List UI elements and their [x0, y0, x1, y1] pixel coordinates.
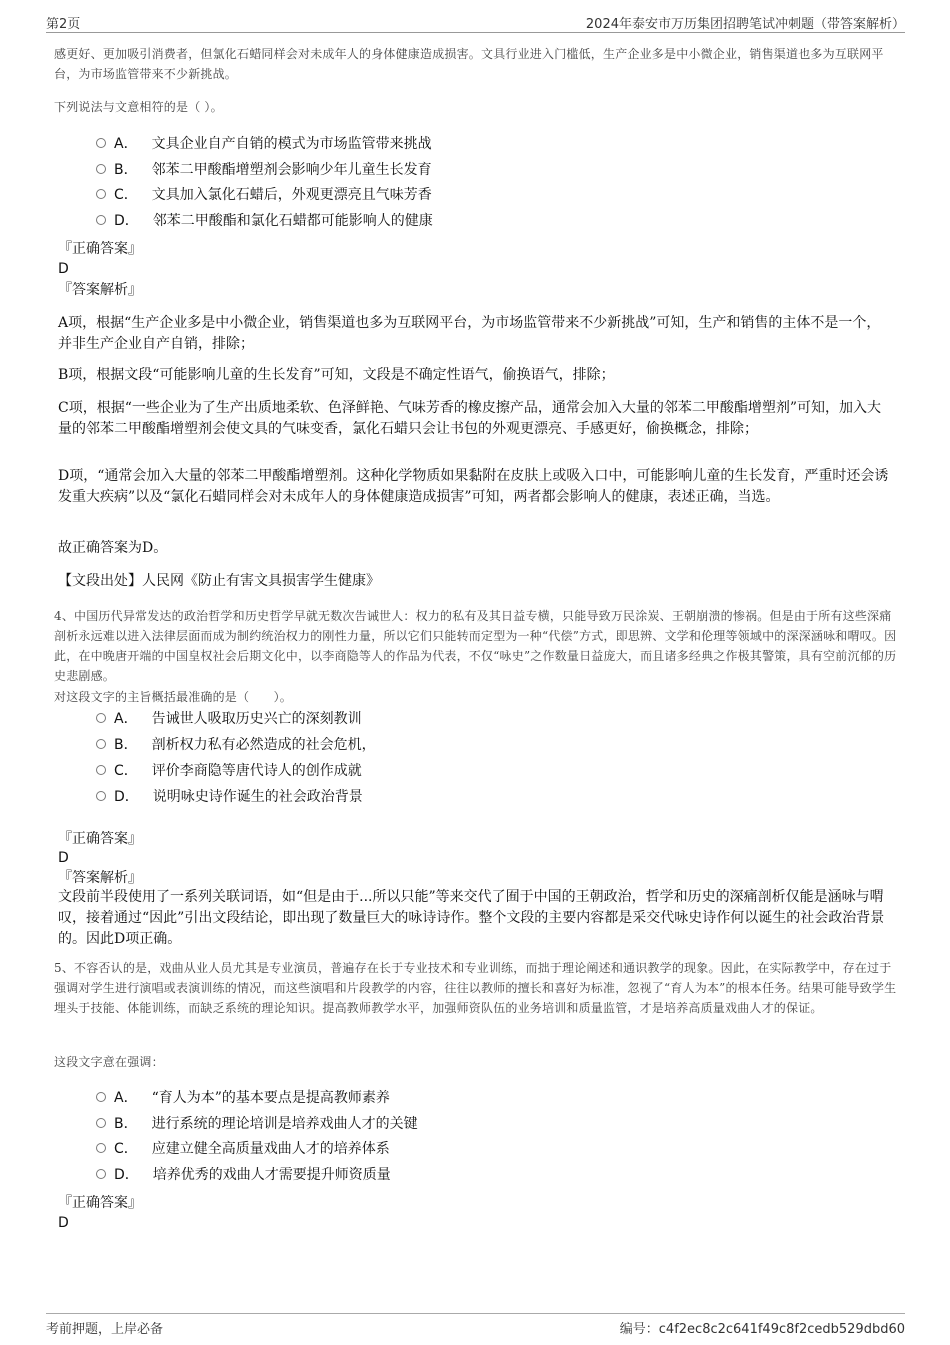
q4-option-d[interactable]: D． 说明咏史诗作诞生的社会政治背景: [96, 786, 363, 808]
q5-answer: D: [58, 1215, 69, 1231]
q3-answer-label: 『正确答案』: [58, 241, 142, 257]
radio-icon[interactable]: [96, 765, 106, 775]
page-footer: [46, 1313, 905, 1337]
q5-option-b[interactable]: B． 进行系统的理论培训是培养戏曲人才的关键: [96, 1113, 418, 1135]
q4-option-c[interactable]: C． 评价李商隐等唐代诗人的创作成就: [96, 760, 362, 782]
page-header: [46, 10, 905, 33]
q3-analysis-c: C项，根据“一些企业为了生产出质地柔软、色泽鲜艳、气味芳香的橡皮擦产品，通常会加入大量的邻苯二甲酸酯增塑剂”可知，加入大量的邻苯二甲酸酯增塑剂会使文具的气味变香，氯化石蜡只会让书包的外观更漂亮、手感更好，偷换概念，排除；: [58, 400, 882, 437]
q3-conclusion: 故正确答案为D。: [58, 540, 168, 556]
radio-icon[interactable]: [96, 1169, 106, 1179]
q3-analysis-b: B项，根据文段“可能影响儿童的生长发育”可知，文段是不确定性语气，偷换语气，排除；: [58, 367, 615, 383]
q3-passage-tail: 感更好、更加吸引消费者，但氯化石蜡同样会对未成年人的身体健康造成损害。文具行业进入门槛低，生产企业多是中小微企业，销售渠道也多为互联网平台，为市场监管带来不少新挑战。: [54, 47, 884, 81]
q3-analysis-d: D项，“通常会加入大量的邻苯二甲酸酯增塑剂。这种化学物质如果黏附在皮肤上或吸入口中，可能影响儿童的生长发育，严重时还会诱发重大疾病”以及“氯化石蜡同样会对未成年人的身体健康造成损害”可知，两者都会影响人的健康，表述正确，当选。: [58, 468, 889, 505]
document-code: [620, 1318, 905, 1337]
page-number: 第2页: [46, 17, 81, 32]
q5-question: 这段文字意在强调：: [54, 1055, 164, 1069]
q5-option-c[interactable]: C． 应建立健全高质量戏曲人才的培养体系: [96, 1138, 390, 1160]
q4-analysis: 文段前半段使用了一系列关联词语，如“但是由于...所以只能”等来交代了囿于中国的王朝政治，哲学和历史的深痛剖析仅能是涵咏与喟叹，接着通过“因此”引出文段结论，即出现了数量巨大的咏诗诗作。整个文段的主要内容都是采交代咏史诗作何以诞生的社会政治背景的。因此D项正确。: [58, 889, 885, 947]
q4-analysis-label: 『答案解析』: [58, 870, 142, 886]
radio-icon[interactable]: [96, 1118, 106, 1128]
q3-analysis-label: 『答案解析』: [58, 282, 142, 298]
q5-passage: 5、不容否认的是，戏曲从业人员尤其是专业演员，普遍存在长于专业技术和专业训练，而拙于理论阐述和通识教学的现象。因此，在实际教学中，存在过于强调对学生进行演唱或表演训练的情况，而这些演唱和片段教学的内容，往往以教师的擅长和喜好为标准，忽视了“育人为本”的根本任务。结果可能导致学生埋头于技能、体能训练，而缺乏系统的理论知识。提高教师教学水平，加强师资队伍的业务培训和质量监管，才是培养高质量戏曲人才的保证。: [54, 961, 897, 1015]
q3-option-a[interactable]: A． 文具企业自产自销的模式为市场监管带来挑战: [96, 133, 432, 155]
q3-option-b[interactable]: B． 邻苯二甲酸酯增塑剂会影响少年儿童生长发育: [96, 159, 432, 181]
q5-answer-label: 『正确答案』: [58, 1195, 142, 1211]
q4-option-b[interactable]: B． 剖析权力私有必然造成的社会危机，: [96, 734, 376, 756]
q4-passage: 4、中国历代异常发达的政治哲学和历史哲学早就无数次告诫世人：权力的私有及其日益专横，只能导致万民涂炭、王朝崩溃的惨祸。但是由于所有这些深痛剖析永远难以进入法律层面而成为制约统治权力的刚性力量，所以它们只能转而定型为一种“代偿”方式，即思辨、文学和伦理等领域中的深深涵咏和喟叹。因此，在中晚唐开端的中国皇权社会后期文化中，以李商隐等人的作品为代表，不仅“咏史”之作数量日益庞大，而且诸多经典之作极其警策，具有空前沉郁的历史悲剧感。: [54, 609, 897, 683]
q5-option-a[interactable]: A． “育人为本”的基本要点是提高教师素养: [96, 1087, 390, 1109]
q4-answer-label: 『正确答案』: [58, 831, 142, 847]
radio-icon[interactable]: [96, 1092, 106, 1102]
document-code-label: 编号：: [619, 1322, 659, 1337]
q3-source: 【文段出处】人民网《防止有害文具损害学生健康》: [58, 573, 380, 589]
q3-analysis-a: A项，根据“生产企业多是中小微企业，销售渠道也多为互联网平台，为市场监管带来不少新挑战”可知，生产和销售的主体不是一个，并非生产企业自产自销，排除；: [58, 315, 881, 352]
q4-option-a[interactable]: A． 告诫世人吸取历史兴亡的深刻教训: [96, 708, 362, 730]
document-title: 2024年泰安市万历集团招聘笔试冲刺题（带答案解析）: [585, 17, 905, 32]
q4-answer: D: [58, 850, 69, 866]
q4-question: 对这段文字的主旨概括最准确的是（ ）。: [54, 690, 293, 704]
radio-icon[interactable]: [96, 164, 106, 174]
radio-icon[interactable]: [96, 713, 106, 723]
q3-answer: D: [58, 261, 69, 277]
document-code-value: c4f2ec8c2c641f49c8f2cedb529dbd60: [658, 1322, 905, 1337]
radio-icon[interactable]: [96, 189, 106, 199]
q3-option-d[interactable]: D． 邻苯二甲酸酯和氯化石蜡都可能影响人的健康: [96, 210, 433, 232]
radio-icon[interactable]: [96, 791, 106, 801]
radio-icon[interactable]: [96, 739, 106, 749]
q5-option-d[interactable]: D． 培养优秀的戏曲人才需要提升师资质量: [96, 1164, 391, 1186]
radio-icon[interactable]: [96, 1143, 106, 1153]
footer-slogan: 考前押题，上岸必备: [46, 1322, 164, 1337]
q3-option-c[interactable]: C． 文具加入氯化石蜡后，外观更漂亮且气味芳香: [96, 184, 432, 206]
q3-question: 下列说法与文意相符的是（ ）。: [54, 100, 223, 114]
radio-icon[interactable]: [96, 138, 106, 148]
radio-icon[interactable]: [96, 215, 106, 225]
